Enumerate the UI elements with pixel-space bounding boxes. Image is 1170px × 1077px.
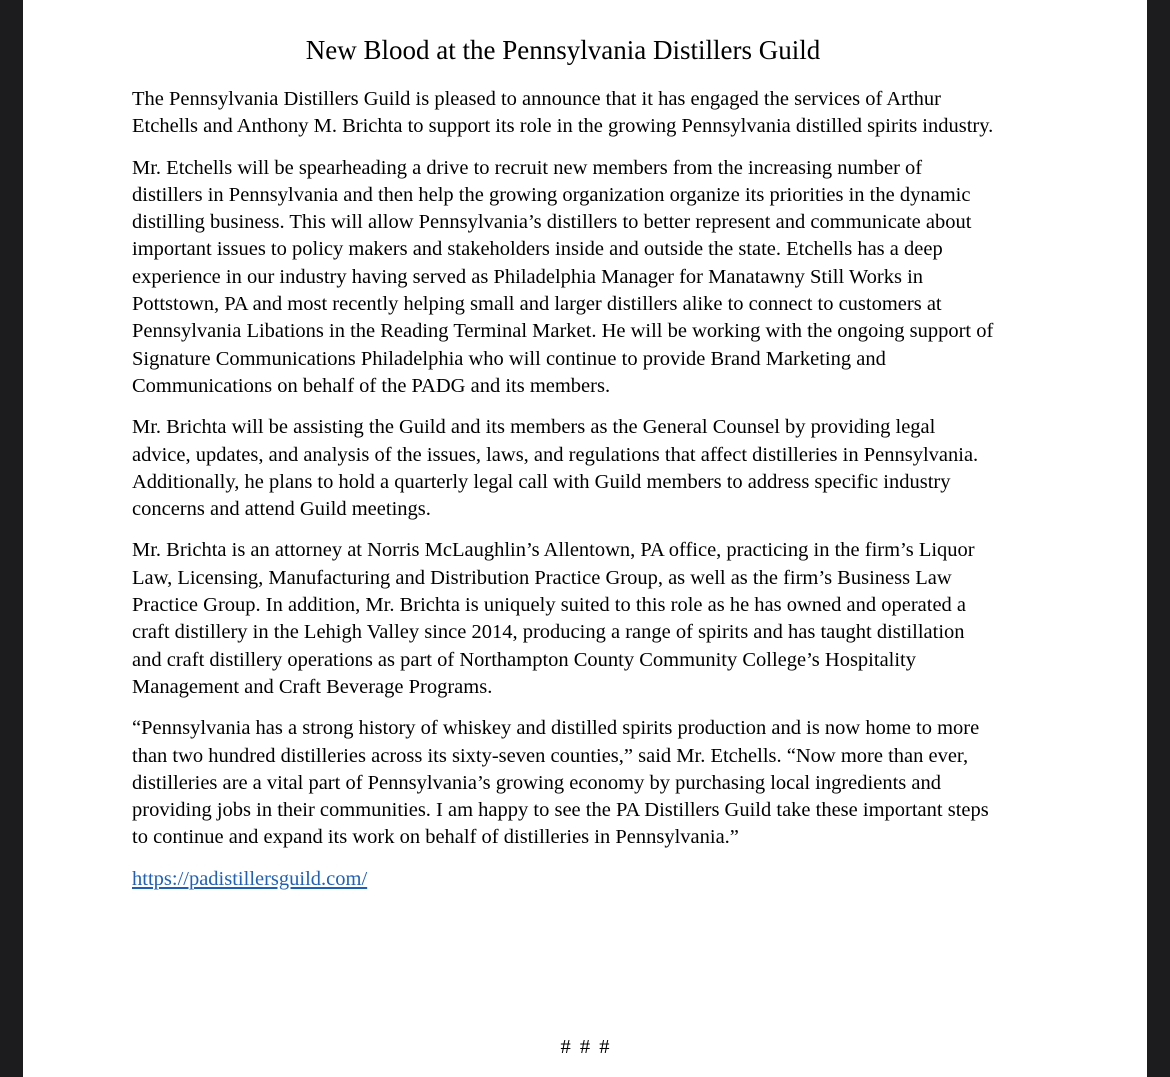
paragraph-announcement: The Pennsylvania Distillers Guild is pleased to announce that it has engaged the services of Arthur Etchells and Anthony M. Brichta to support its role in the growing Pennsylvania distilled spirits industry.: [132, 88, 994, 138]
paragraph-brichta-role: Mr. Brichta will be assisting the Guild and its members as the General Counsel by providing legal advice, updates, and analysis of the issues, laws, and regulations that affect distilleries in Pennsylvania. Additionally, he plans to hold a quarterly legal call with Guild members to address specific industry concerns and attend Guild meetings.: [132, 416, 979, 521]
paragraph-brichta-background: Mr. Brichta is an attorney at Norris McLaughlin’s Allentown, PA office, practicing in the firm’s Liquor Law, Licensing, Manufacturing and Distribution Practice Group, as well as the firm’s Business Law Practice Group. In addition, Mr. Brichta is uniquely suited to this role as he has owned and operated a craft distillery in the Lehigh Valley since 2014, producing a range of spirits and has taught distillation and craft distillery operations as part of Northampton County Community College’s Hospitality Management and Craft Beverage Programs.: [132, 539, 975, 698]
paragraph-etchells-quote: “Pennsylvania has a strong history of whiskey and distilled spirits production and is now home to more than two hundred distilleries across its sixty-seven counties,” said Mr. Etchells. “Now more than ever, distilleries are a vital part of Pennsylvania’s growing economy by purchasing local ingredients and providing jobs in their communities. I am happy to see the PA Distillers Guild take these important steps to continue and expand its work on behalf of distilleries in Pennsylvania.”: [132, 717, 989, 849]
guild-website-link[interactable]: https://padistillersguild.com/: [132, 867, 368, 890]
end-of-release-mark: # # #: [560, 1036, 610, 1058]
document-title: New Blood at the Pennsylvania Distillers Guild: [305, 35, 821, 65]
document-content: [132, 26, 994, 893]
paragraph-etchells-role: Mr. Etchells will be spearheading a drive to recruit new members from the increasing number of distillers in Pennsylvania and then help the growing organization organize its priorities in the dynamic distilling business. This will allow Pennsylvania’s distillers to better represent and communicate about important issues to policy makers and stakeholders inside and outside the state. Etchells has a deep experience in our industry having served as Philadelphia Manager for Manatawny Still Works in Pottstown, PA and most recently helping small and larger distillers alike to connect to customers at Pennsylvania Libations in the Reading Terminal Market. He will be working with the ongoing support of Signature Communications Philadelphia who will continue to provide Brand Marketing and Communications on behalf of the PADG and its members.: [132, 156, 994, 397]
